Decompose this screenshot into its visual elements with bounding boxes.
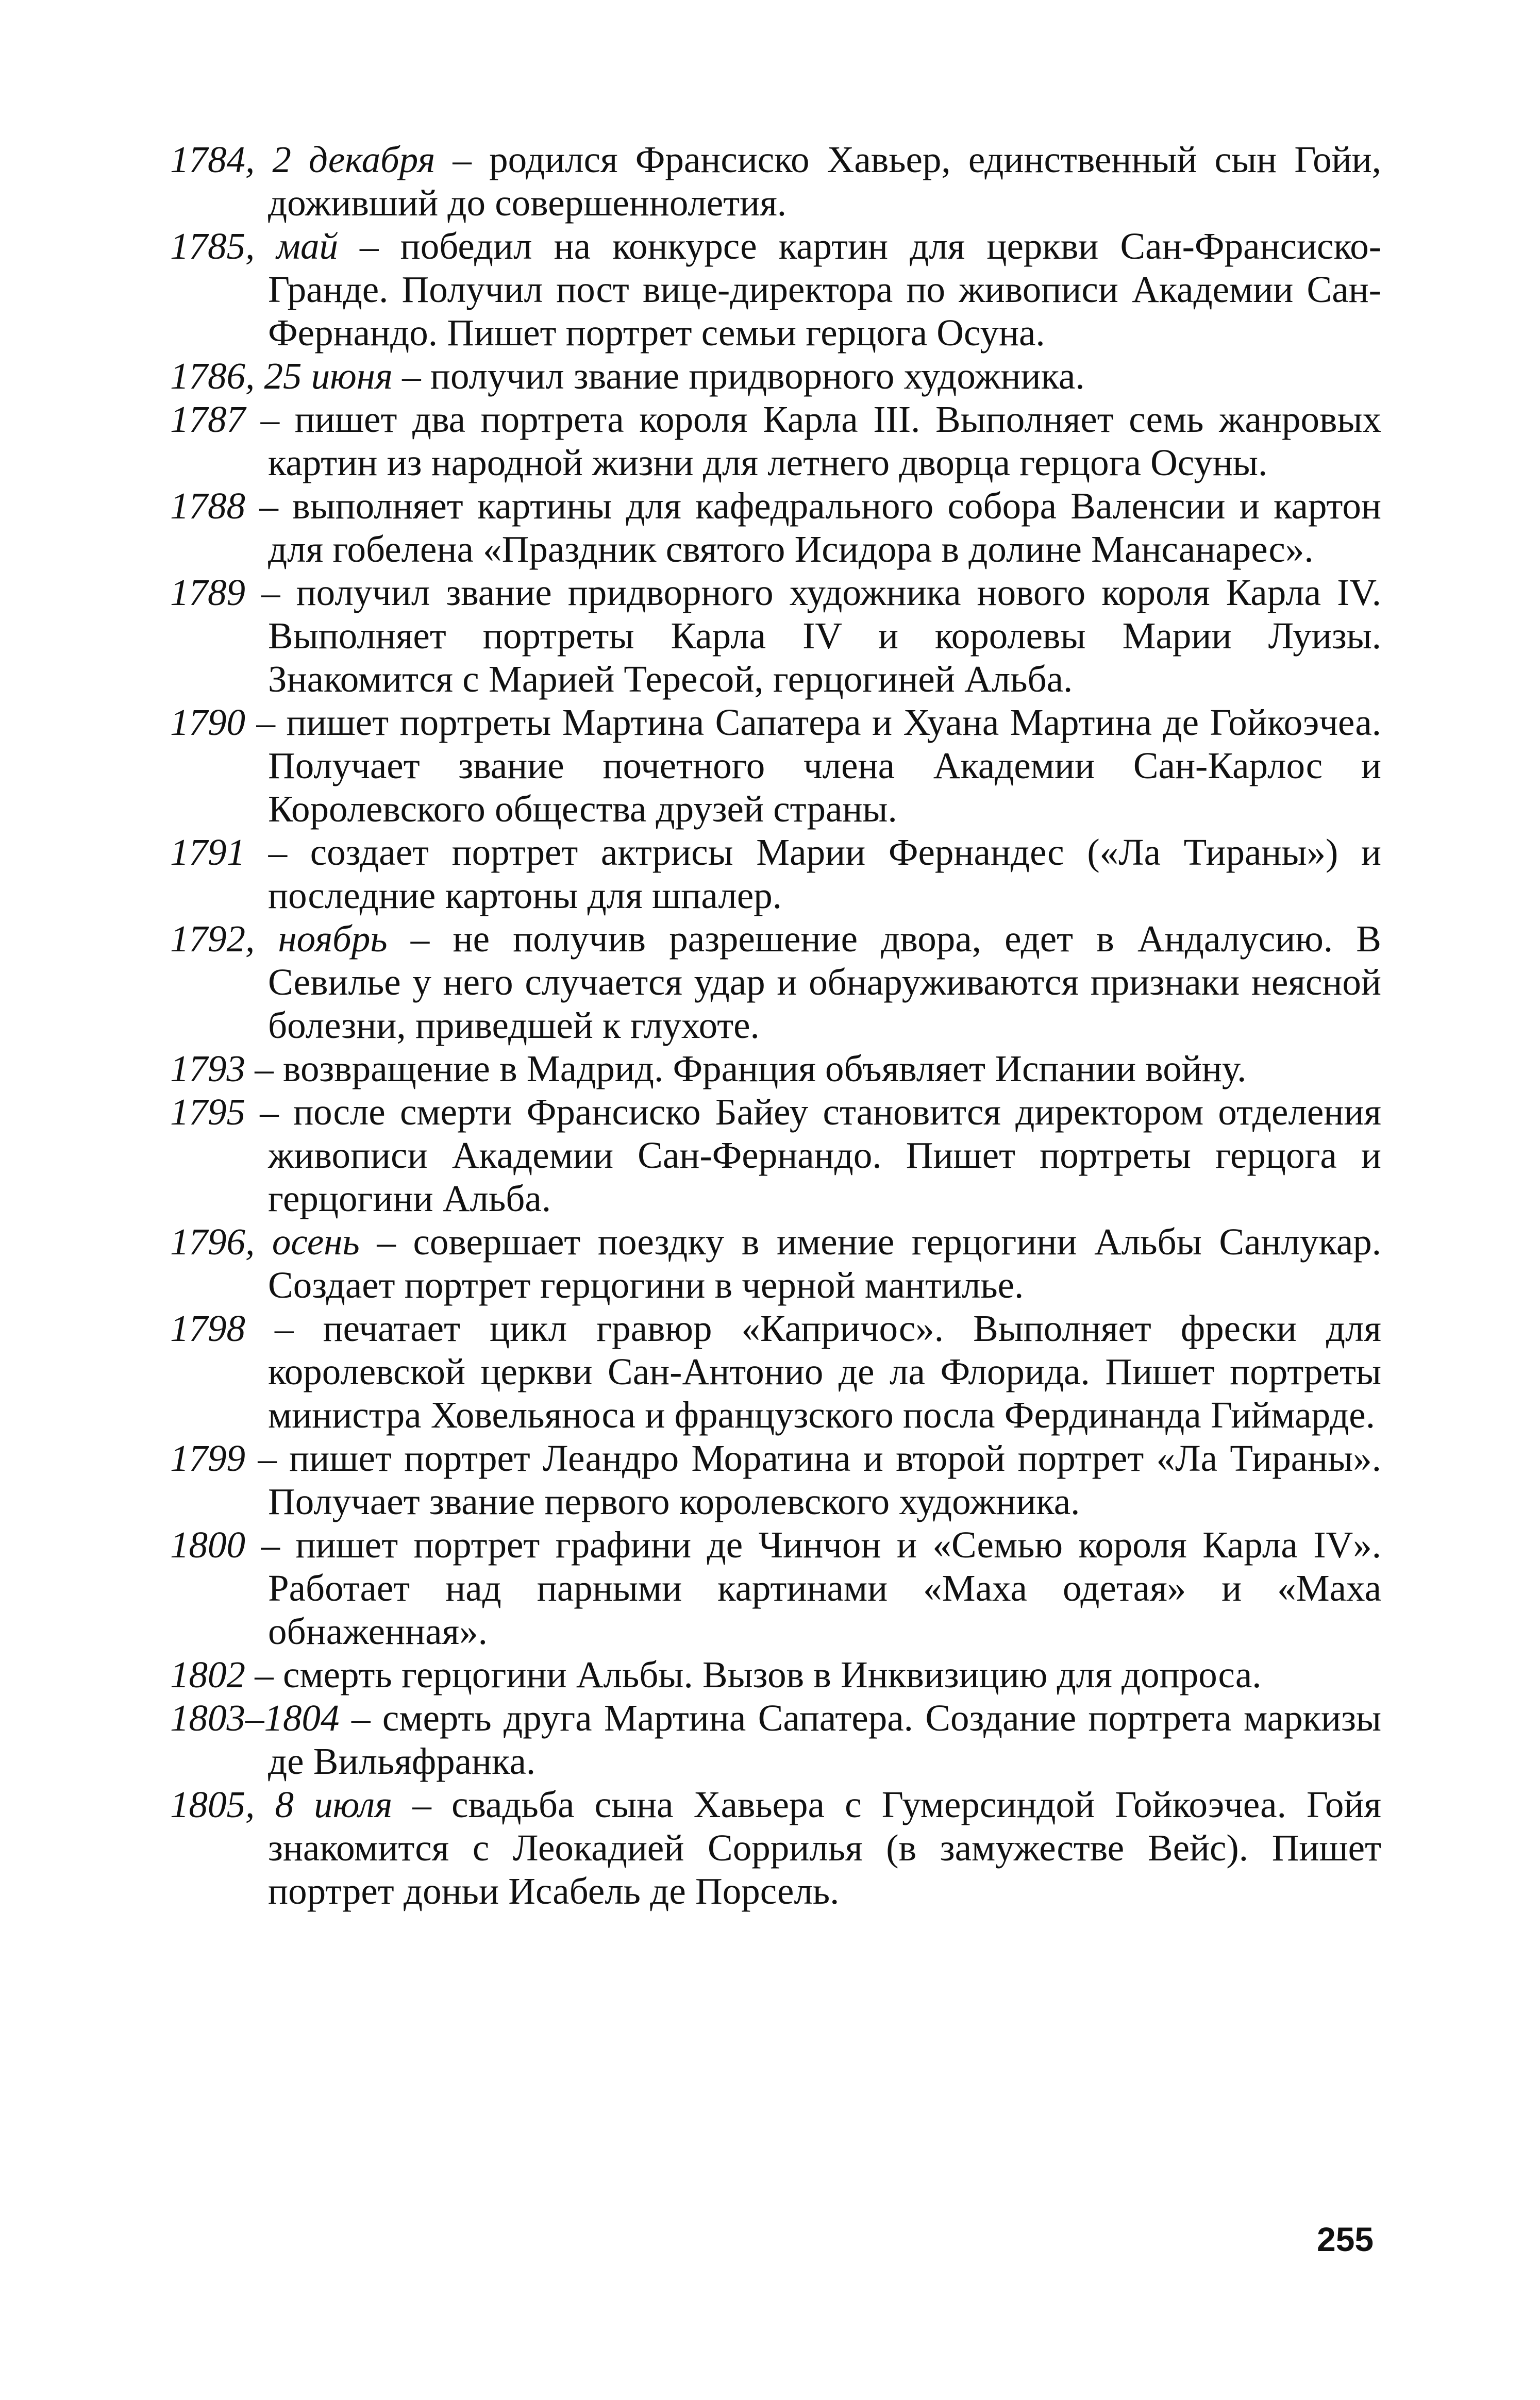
entry-date: 1802 — [170, 1654, 245, 1696]
entry-text: – возвращение в Мадрид. Франция объявляет Испании войну. — [245, 1048, 1247, 1089]
entry-date: 1785, май — [170, 225, 338, 267]
entry-date: 1800 — [170, 1524, 245, 1566]
chronology-entry-1785 — [170, 225, 1381, 355]
chronology-entry-1789 — [170, 571, 1381, 701]
entry-date: 1787 — [170, 398, 245, 440]
entry-date: 1805, 8 июля — [170, 1784, 393, 1825]
chronology-entry-1788 — [170, 484, 1381, 571]
chronology-entry-1784 — [170, 138, 1381, 225]
entry-date: 1796, осень — [170, 1221, 360, 1263]
chronology-list — [170, 138, 1381, 1913]
entry-text: – смерть герцогини Альбы. Вызов в Инквизицию для допроса. — [245, 1654, 1262, 1696]
entry-date: 1793 — [170, 1048, 245, 1089]
entry-date: 1791 — [170, 831, 245, 873]
entry-date: 1790 — [170, 701, 245, 743]
entry-text: – смерть друга Мартина Сапатера. Создание портрета маркизы де Вильяфранка. — [268, 1697, 1381, 1782]
page-number: 255 — [1317, 2220, 1374, 2258]
chronology-entry-1791 — [170, 831, 1381, 917]
entry-text: – печатает цикл гравюр «Капричос». Выполняет фрески для королевской церкви Сан-Антонио де ла Флорида. Пишет портреты министра Ховельяноса и французского посла Фердинанда Гиймарде. — [245, 1307, 1381, 1436]
entry-text: – получил звание придворного художника нового короля Карла IV. Выполняет портреты Карла IV и королевы Марии Луизы. Знакомится с Марией Тересой, герцогиней Альба. — [245, 572, 1381, 700]
chronology-entry-1787 — [170, 398, 1381, 484]
chronology-entry-1800 — [170, 1523, 1381, 1653]
entry-date: 1803–1804 — [170, 1697, 340, 1739]
chronology-entry-1792 — [170, 917, 1381, 1047]
chronology-entry-1790 — [170, 701, 1381, 831]
entry-date: 1795 — [170, 1091, 245, 1133]
entry-text: – совершает поездку в имение герцогини Альбы Санлукар. Создает портрет герцогини в черной мантилье. — [268, 1221, 1381, 1306]
entry-text: – получил звание придворного художника. — [392, 355, 1085, 397]
entry-text: – свадьба сына Хавьера с Гумерсиндой Гойкоэчеа. Гойя знакомится с Леокадией Соррилья (в замужестве Вейс). Пишет портрет доньи Исабель де Порсель. — [268, 1784, 1381, 1912]
entry-date: 1798 — [170, 1307, 245, 1349]
entry-date: 1789 — [170, 572, 245, 613]
chronology-entry-1802 — [170, 1653, 1381, 1697]
entry-date: 1788 — [170, 485, 245, 527]
entry-date: 1786, 25 июня — [170, 355, 393, 397]
entry-date: 1792, ноябрь — [170, 918, 388, 960]
entry-text: – победил на конкурсе картин для церкви Сан-Франсиско-Гранде. Получил пост вице-директора по живописи Академии Сан-Фернандо. Пишет портрет семьи герцога Осуна. — [268, 225, 1382, 354]
entry-text: – пишет два портрета короля Карла III. Выполняет семь жанровых картин из народной жизни для летнего дворца герцога Осуны. — [245, 398, 1381, 483]
entry-text: – после смерти Франсиско Байеу становится директором отделения живописи Академии Сан-Фернандо. Пишет портреты герцога и герцогини Альба. — [245, 1091, 1381, 1219]
entry-date: 1784, 2 декабря — [170, 139, 436, 180]
entry-text: – пишет портрет Леандро Моратина и второй портрет «Ла Тираны». Получает звание первого королевского художника. — [245, 1437, 1381, 1522]
entry-text: – пишет портрет графини де Чинчон и «Семью короля Карла IV». Работает над парными картинами «Маха одетая» и «Маха обнаженная». — [245, 1524, 1381, 1652]
chronology-entry-1786 — [170, 355, 1381, 398]
chronology-entry-1795 — [170, 1090, 1381, 1220]
chronology-entry-1799 — [170, 1437, 1381, 1523]
entry-text: – выполняет картины для кафедрального собора Валенсии и картон для гобелена «Праздник святого Исидора в долине Мансанарес». — [245, 485, 1381, 570]
entry-date: 1799 — [170, 1437, 245, 1479]
chronology-entry-1805 — [170, 1783, 1381, 1913]
entry-text: – пишет портреты Мартина Сапатера и Хуана Мартина де Гойкоэчеа. Получает звание почетного члена Академии Сан-Карлос и Королевского общества друзей страны. — [245, 701, 1381, 830]
chronology-entry-1793 — [170, 1047, 1381, 1090]
entry-text: – родился Франсиско Хавьер, единственный сын Гойи, доживший до совершеннолетия. — [268, 139, 1381, 224]
chronology-entry-1803 — [170, 1697, 1381, 1783]
chronology-entry-1796 — [170, 1220, 1381, 1307]
entry-text: – не получив разрешение двора, едет в Андалусию. В Севилье у него случается удар и обнаруживаются признаки неясной болезни, приведшей к глухоте. — [268, 918, 1381, 1046]
chronology-entry-1798 — [170, 1307, 1381, 1437]
entry-text: – создает портрет актрисы Марии Фернандес («Ла Тираны») и последние картоны для шпалер. — [245, 831, 1381, 916]
